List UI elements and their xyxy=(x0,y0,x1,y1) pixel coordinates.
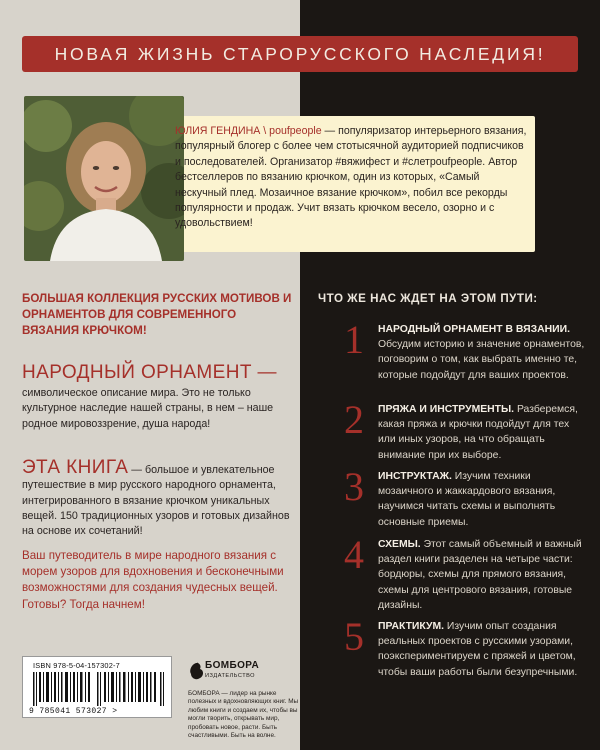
author-photo xyxy=(24,96,184,261)
ornament-title: НАРОДНЫЙ ОРНАМЕНТ xyxy=(22,362,252,383)
author-name: ЮЛИЯ ГЕНДИНА \ poufpeople xyxy=(175,125,322,137)
author-bio xyxy=(175,124,527,232)
contents-item-text xyxy=(378,537,588,613)
contents-item-text xyxy=(378,619,588,680)
guide-paragraph: Ваш путеводитель в мире народного вязания с морем узоров для вдохновения и бесконечными возможностями для создания чудесных вещей. Готовы? Тогда начнем! xyxy=(22,549,284,611)
contents-item-title: НАРОДНЫЙ ОРНАМЕНТ В ВЯЗАНИИ. xyxy=(378,324,570,335)
contents-item-text xyxy=(378,402,588,463)
contents-item-number: 3 xyxy=(344,464,364,509)
publisher-description: БОМБОРА — лидер на рынке полезных и вдохновляющих книг. Мы любим книги и создаем их, чтобы вы могли творить, открывать мир, пробовать новое, расти. Быть счастливыми. Быть на волне. xyxy=(188,690,299,740)
author-portrait-illustration xyxy=(24,96,184,261)
contents-heading: ЧТО ЖЕ НАС ЖДЕТ НА ЭТОМ ПУТИ: xyxy=(318,292,538,305)
contents-item-number: 1 xyxy=(344,317,364,362)
ornament-paragraph: символическое описание мира. Это не только культурное наследие нашей страны, в нем – наше родное мировоззрение, душа народа! xyxy=(22,387,274,430)
contents-item-body: Изучим техники мозаичного и жаккардового вязания, научимся читать схемы и выполнять основные приемы. xyxy=(378,471,556,528)
contents-item-number: 5 xyxy=(344,614,364,659)
author-bio-text: — популяризатор интерьерного вязания, популярный блогер с более чем стотысячной аудиторией подписчиков и последователей. Организатор #вяжифест и #слетpoufpeople. Автор бестселлеров по вязанию крючком, один из которых, «Самый нескучный плед. Мозаичное вязание крючком», побил все рекорды популярности и продаж. Учит вязать крючком весело, озорно и с удовольствием! xyxy=(175,125,527,230)
contents-item-body: Обсудим историю и значение орнаментов, поговорим о том, как выбрать именно те, которые подойдут для ваших проектов. xyxy=(378,339,585,381)
contents-item-body: Этот самый объемный и важный раздел книги разделен на четыре части: бордюры, схемы для прямого вязания, схемы для центрового вязания, готовые дизайны. xyxy=(378,539,582,611)
contents-item-body: Изучим опыт создания реальных проектов с русскими узорами, поэкспериментируем с пряжей и цветом, чтобы ваши работы были безупречными. xyxy=(378,621,578,678)
isbn-barcode-digits: 9 785041 573027 > xyxy=(29,707,118,716)
contents-item-body: Разберемся, какая пряжа и крючки подойдут для тех или иных узоров, на что обращать внимание при их выборе. xyxy=(378,404,578,461)
banner-text: НОВАЯ ЖИЗНЬ СТАРОРУССКОГО НАСЛЕДИЯ! xyxy=(54,43,546,64)
contents-item-title: ПРЯЖА И ИНСТРУМЕНТЫ. xyxy=(378,404,515,415)
contents-item-title: ИНСТРУКТАЖ. xyxy=(378,471,452,482)
book-description: — большое и увлекательное путешествие в мир русского народного орнамента, интегрированного в вязание крючком уникальных вещей. 150 традиционных узоров и готовых дизайнов на основе их сочетаний! xyxy=(22,464,290,538)
title-banner xyxy=(22,36,578,72)
book-paragraph xyxy=(22,457,294,539)
book-title: ЭТА КНИГА xyxy=(22,457,129,478)
barcode-icon xyxy=(33,672,165,706)
contents-item-text xyxy=(378,469,588,530)
lead-heading: БОЛЬШАЯ КОЛЛЕКЦИЯ РУССКИХ МОТИВОВ И ОРНАМЕНТОВ ДЛЯ СОВРЕМЕННОГО ВЯЗАНИЯ КРЮЧКОМ! xyxy=(22,292,292,337)
ornament-heading xyxy=(22,362,277,384)
contents-item-title: ПРАКТИКУМ. xyxy=(378,621,445,632)
ornament-dash: — xyxy=(251,362,277,383)
publisher-subtitle: ИЗДАТЕЛЬСТВО xyxy=(205,673,256,679)
publisher-name: БОМБОРА xyxy=(205,660,260,671)
isbn-number: ISBN 978-5-04-157302-7 xyxy=(33,661,120,670)
contents-item-number: 4 xyxy=(344,532,364,577)
isbn-barcode-box xyxy=(22,656,172,718)
contents-item-text xyxy=(378,322,588,383)
contents-item-title: СХЕМЫ. xyxy=(378,539,421,550)
contents-item-number: 2 xyxy=(344,397,364,442)
